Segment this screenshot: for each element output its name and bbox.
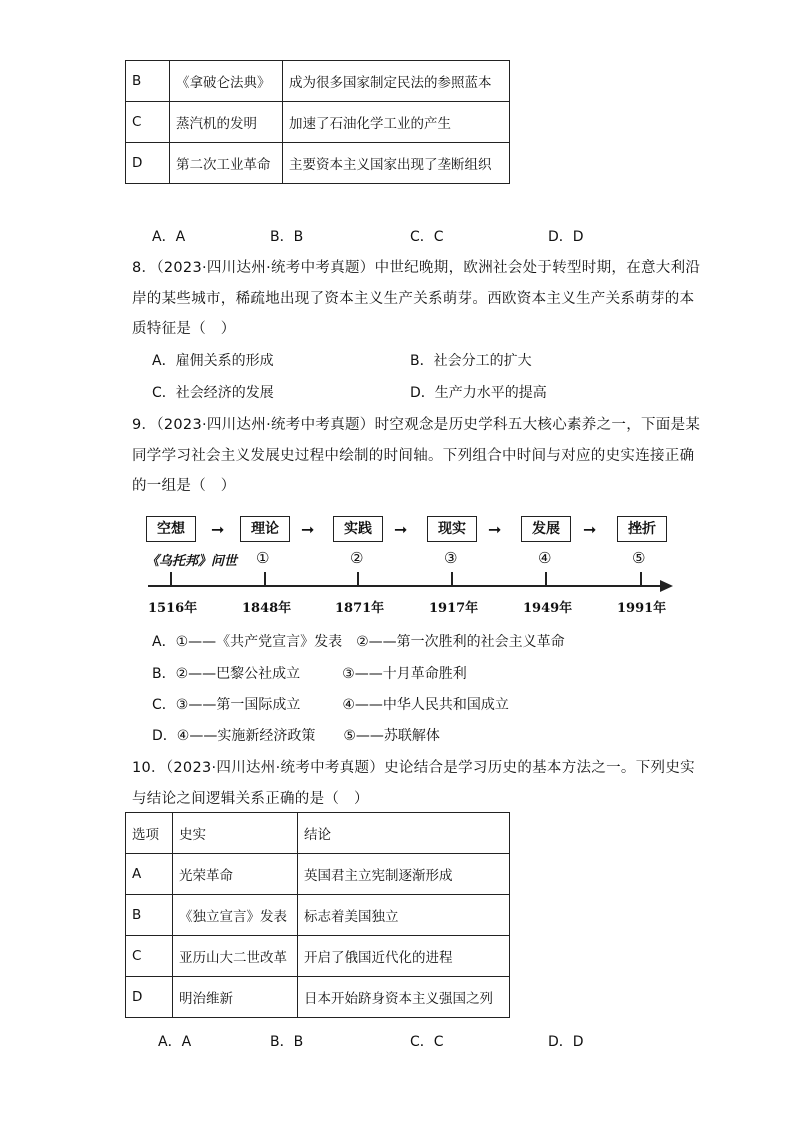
marker-1: ①: [256, 549, 270, 567]
table-cell: 主要资本主义国家出现了垄断组织: [283, 143, 510, 184]
q10-stem-line1: 10．（2023·四川达州·统考中考真题）史论结合是学习历史的基本方法之一。下列史实: [132, 760, 695, 776]
table-cell: B: [126, 895, 173, 936]
stage-box: 理论: [240, 516, 290, 542]
q10-option-b[interactable]: B．B: [270, 1034, 304, 1050]
q7-table: [125, 60, 510, 184]
option-d[interactable]: D．D: [548, 229, 584, 245]
table-row: [126, 895, 510, 936]
q8-stem-line2: 岸的某些城市，稀疏地出现了资本主义生产关系萌芽。西欧资本主义生产关系萌芽的本: [132, 291, 695, 307]
marker-4: ④: [538, 549, 552, 567]
q8-option-b[interactable]: B．社会分工的扩大: [410, 353, 532, 369]
table-cell: 开启了俄国近代化的进程: [298, 936, 510, 977]
option-b[interactable]: B．B: [270, 229, 304, 245]
arrow-icon: ➞: [211, 520, 225, 539]
table-cell: 英国君主立宪制逐渐形成: [298, 854, 510, 895]
q10-option-a[interactable]: A．A: [158, 1034, 192, 1050]
table-cell: D: [126, 977, 173, 1018]
table-row: [126, 977, 510, 1018]
stage-box: 实践: [333, 516, 383, 542]
arrow-icon: ➞: [488, 520, 502, 539]
axis-arrowhead-icon: [660, 580, 673, 592]
table-header: 选项: [126, 813, 173, 854]
table-row: [126, 61, 510, 102]
q10-option-c[interactable]: C．C: [410, 1034, 444, 1050]
table-row: [126, 854, 510, 895]
q9-stem-line3: 的一组是（ ）: [132, 478, 236, 494]
marker-2: ②: [350, 549, 364, 567]
timeline-tick: [357, 572, 359, 586]
table-row: [126, 143, 510, 184]
year-label: 1516年: [148, 601, 198, 616]
first-event-label: 《乌托邦》问世: [146, 554, 238, 569]
q9-option-a[interactable]: A．①——《共产党宣言》发表 ②——第一次胜利的社会主义革命: [152, 634, 565, 650]
timeline-tick: [264, 572, 266, 586]
table-cell: 加速了石油化学工业的产生: [283, 102, 510, 143]
table-header-row: [126, 813, 510, 854]
marker-3: ③: [444, 549, 458, 567]
option-c[interactable]: C．C: [410, 229, 444, 245]
table-cell: 光荣革命: [173, 854, 298, 895]
q8-option-a[interactable]: A．雇佣关系的形成: [152, 353, 274, 369]
table-header: 史实: [173, 813, 298, 854]
q9-stem-line1: 9．（2023·四川达州·统考中考真题）时空观念是历史学科五大核心素养之一，下面是某: [132, 417, 701, 433]
q9-option-b[interactable]: B．②——巴黎公社成立 ③——十月革命胜利: [152, 666, 467, 682]
year-label: 1848年: [242, 601, 292, 616]
arrow-icon: ➞: [394, 520, 408, 539]
timeline-tick: [640, 572, 642, 586]
timeline-tick: [170, 572, 172, 586]
timeline-tick: [545, 572, 547, 586]
timeline-tick: [451, 572, 453, 586]
table-cell: A: [126, 854, 173, 895]
table-cell: 标志着美国独立: [298, 895, 510, 936]
table-cell: 《拿破仑法典》: [170, 61, 283, 102]
q10-option-d[interactable]: D．D: [548, 1034, 584, 1050]
stage-box: 挫折: [617, 516, 667, 542]
q8-stem-line1: 8．（2023·四川达州·统考中考真题）中世纪晚期，欧洲社会处于转型时期，在意大利沿: [132, 260, 701, 276]
table-cell: C: [126, 936, 173, 977]
table-row: [126, 102, 510, 143]
stage-box: 现实: [427, 516, 477, 542]
table-cell: 《独立宣言》发表: [173, 895, 298, 936]
table-cell: 蒸汽机的发明: [170, 102, 283, 143]
table-cell: 亚历山大二世改革: [173, 936, 298, 977]
table-cell: B: [126, 61, 170, 102]
stage-box: 空想: [146, 516, 196, 542]
stage-box: 发展: [521, 516, 571, 542]
q9-option-c[interactable]: C．③——第一国际成立 ④——中华人民共和国成立: [152, 697, 509, 713]
year-label: 1991年: [617, 601, 667, 616]
q10-table: [125, 812, 510, 1018]
timeline-axis: [148, 585, 662, 587]
year-label: 1917年: [429, 601, 479, 616]
q10-stem-line2: 与结论之间逻辑关系正确的是（ ）: [132, 791, 369, 807]
table-cell: D: [126, 143, 170, 184]
arrow-icon: ➞: [301, 520, 315, 539]
year-label: 1871年: [335, 601, 385, 616]
table-row: [126, 936, 510, 977]
year-label: 1949年: [523, 601, 573, 616]
table-cell: 成为很多国家制定民法的参照蓝本: [283, 61, 510, 102]
q8-option-c[interactable]: C．社会经济的发展: [152, 385, 274, 401]
table-cell: C: [126, 102, 170, 143]
q9-stem-line2: 同学学习社会主义发展史过程中绘制的时间轴。下列组合中时间与对应的史实连接正确: [132, 448, 695, 464]
option-a[interactable]: A．A: [152, 229, 186, 245]
table-header: 结论: [298, 813, 510, 854]
marker-5: ⑤: [632, 549, 646, 567]
q9-option-d[interactable]: D．④——实施新经济政策 ⑤——苏联解体: [152, 728, 440, 744]
q8-stem-line3: 质特征是（ ）: [132, 321, 236, 337]
table-cell: 第二次工业革命: [170, 143, 283, 184]
table-cell: 明治维新: [173, 977, 298, 1018]
q8-option-d[interactable]: D．生产力水平的提高: [410, 385, 547, 401]
table-cell: 日本开始跻身资本主义强国之列: [298, 977, 510, 1018]
arrow-icon: ➞: [583, 520, 597, 539]
